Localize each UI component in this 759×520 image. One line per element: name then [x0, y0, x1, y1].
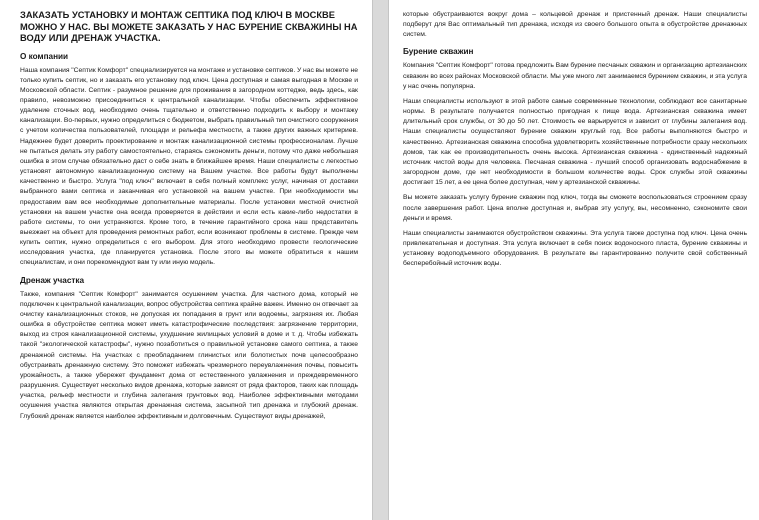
drainage-section-title: Дренаж участка [20, 275, 85, 285]
drilling-paragraph-2: Наши специалисты используют в этой работе самые современные технологии, соблюдают все санитарные нормы. В результате получается полностью пригодная к пище вода. Артезианская скважина имеет длительный срок службы, от 30 до 50 лет. Стоимость ее варьируется и зависит от глубины залегания вод. Наши специалисты осуществляют бурение скважин круглый год. Все работы выполняются быстро и качественно. Артезианская скважина способна удовлетворить хозяйственные потребности сразу нескольких домов, так как ее производительность очень высока. Артезианская скважина - единственный надежный источник чистой воды для человека. Песчаная скважина - лучший способ организовать водоснабжение в загородном доме, где нет необходимости в большом количестве воды. Срок службы этой скважины достигает 15 лет, а ее цена более доступная, чем у артезианской скважины. [403, 97, 747, 187]
drilling-paragraph-1: Компания "Септик Комфорт" готова предложить Вам бурение песчаных скважин и организацию артезианских скважин во всех районах Московской области. Мы уже много лет занимаемся бурением скважин, и эта услуга у нас очень популярна. [403, 62, 747, 90]
drilling-paragraph-4: Наши специалисты занимаются обустройством скважины. Эта услуга также доступна под ключ. Цена очень привлекательная и доступная. Эта услуга включает в себя поиск водоносного пласта, бурение скважины и установку водоподъемного оборудования. В результате вы гарантированно получите свой собственный бесперебойный источник воды. [403, 229, 747, 268]
drilling-section-title: Бурение скважин [403, 47, 474, 57]
drilling-paragraph-3: Вы можете заказать услугу бурение скважин под ключ, тогда вы сможете воспользоваться строением сразу после завершения работ. Цена вполне доступная и, выбрав эту услугу, вы, несомненно, сэкономите свои деньги и время. [403, 194, 747, 222]
page-gutter [372, 0, 389, 520]
left-page [0, 0, 372, 520]
about-section-title: О компании [20, 51, 69, 61]
document-heading: ЗАКАЗАТЬ УСТАНОВКУ И МОНТАЖ СЕПТИКА ПОД КЛЮЧ В МОСКВЕ МОЖНО У НАС. ВЫ МОЖЕТЕ ЗАКАЗАТЬ У НАС БУРЕНИЕ СКВАЖИНЫ НА ВОДУ ИЛИ ДРЕНАЖ УЧАСТКА. [20, 10, 358, 43]
drainage-continuation-paragraph: которые обустраиваются вокруг дома – кольцевой дренаж и пристенный дренаж. Наши специалисты подберут для Вас оптимальный тип дренажа, исходя из своего большого опыта в обустройстве дренажных систем. [403, 11, 747, 39]
right-page [389, 0, 759, 520]
drainage-paragraph: Также, компания "Септик Комфорт" занимается осушением участка. Для частного дома, который не подключен к центральной канализации, вопрос обустройства септика крайне важен. Именно он отвечает за очистку канализационных стоков, не допуская их попадания в грунт или водоемы, загрязняя их. Любая ошибка в обустройстве септика может иметь катастрофические последствия: загрязнение территории, выход из строя канализационной системы, ухудшение жилищных условий в доме и т. д. Чтобы избежать такой "экологической катастрофы", нужно позаботиться о правильной установке самого септика, а также дренажной системы. На участках с преобладанием глинистых или болотистых почв целесообразно обустраивать дренажную систему. Это поможет избежать чрезмерного переувлажнения почвы, повысить урожайность, а также убережет фундамент дома от естественного увлажнения и преждевременного разрушения. Существует несколько видов дренажа, которые зависят от ряда факторов, таких как площадь участка, рельеф местности и глубина залегания грунтовых вод. Наиболее эффективными методами осушения участка являются открытая дренажная система, засыпной тип дренажа и глубокий дренаж. Глубокий дренаж является наиболее эффективным и долговечным. Существуют виды дренажей, [20, 290, 358, 420]
about-paragraph: Наша компания "Септик Комфорт" специализируется на монтаже и установке септиков. У нас вы можете не только купить септик, но и заказать его установку под ключ. Цена доступная и самая выгодная в Москве и Московской области. Септик - разумное решение для проживания в загородном коттедже, ведь здесь, как правило, невозможно присоединиться к центральной канализации. Чтобы обеспечить эффективное удаление сточных вод, необходимо очень тщательно и ответственно подходить к выбору и монтажу канализации. Во-первых, нужно определиться с бюджетом, выбрать правильный тип очистного сооружения с учетом количества пользователей, площади и рельефа местности, а также других важных критериев. Надежнее будет доверить проектирование и монтаж канализационной системы профессионалам. Лучше не пытаться делать эту работу самостоятельно, стараясь сэкономить деньги, потому что даже небольшая ошибка в этом случае обязательно даст о себе знать в ближайшее время. Наши специалисты с легкостью установят автономную канализационную систему на Вашем участке. Все работы будут выполнены качественно и быстро. Услуга "под ключ" включает в себя полный комплекс услуг, начиная от доставки выбранного вами септика и заканчивая его установкой на вашем участке. При необходимости мы предоставим вам все необходимые дополнительные материалы. После установки местной очистной установки на вашем участке она всегда проверяется в действии и если есть какие-либо недостатки в работе системы, то они устраняются. Кроме того, в течение гарантийного срока наш представитель выезжает на объект для проведения ремонтных работ, если возникают проблемы в системе. Прежде чем купить септик, нужно определиться с его выбором. Для этого необходимо провести геологические исследования участка, где планируется установка. После этого вы можете обратиться к нашим специалистам, и они порекомендуют вам ту или иную модель. [20, 66, 359, 267]
